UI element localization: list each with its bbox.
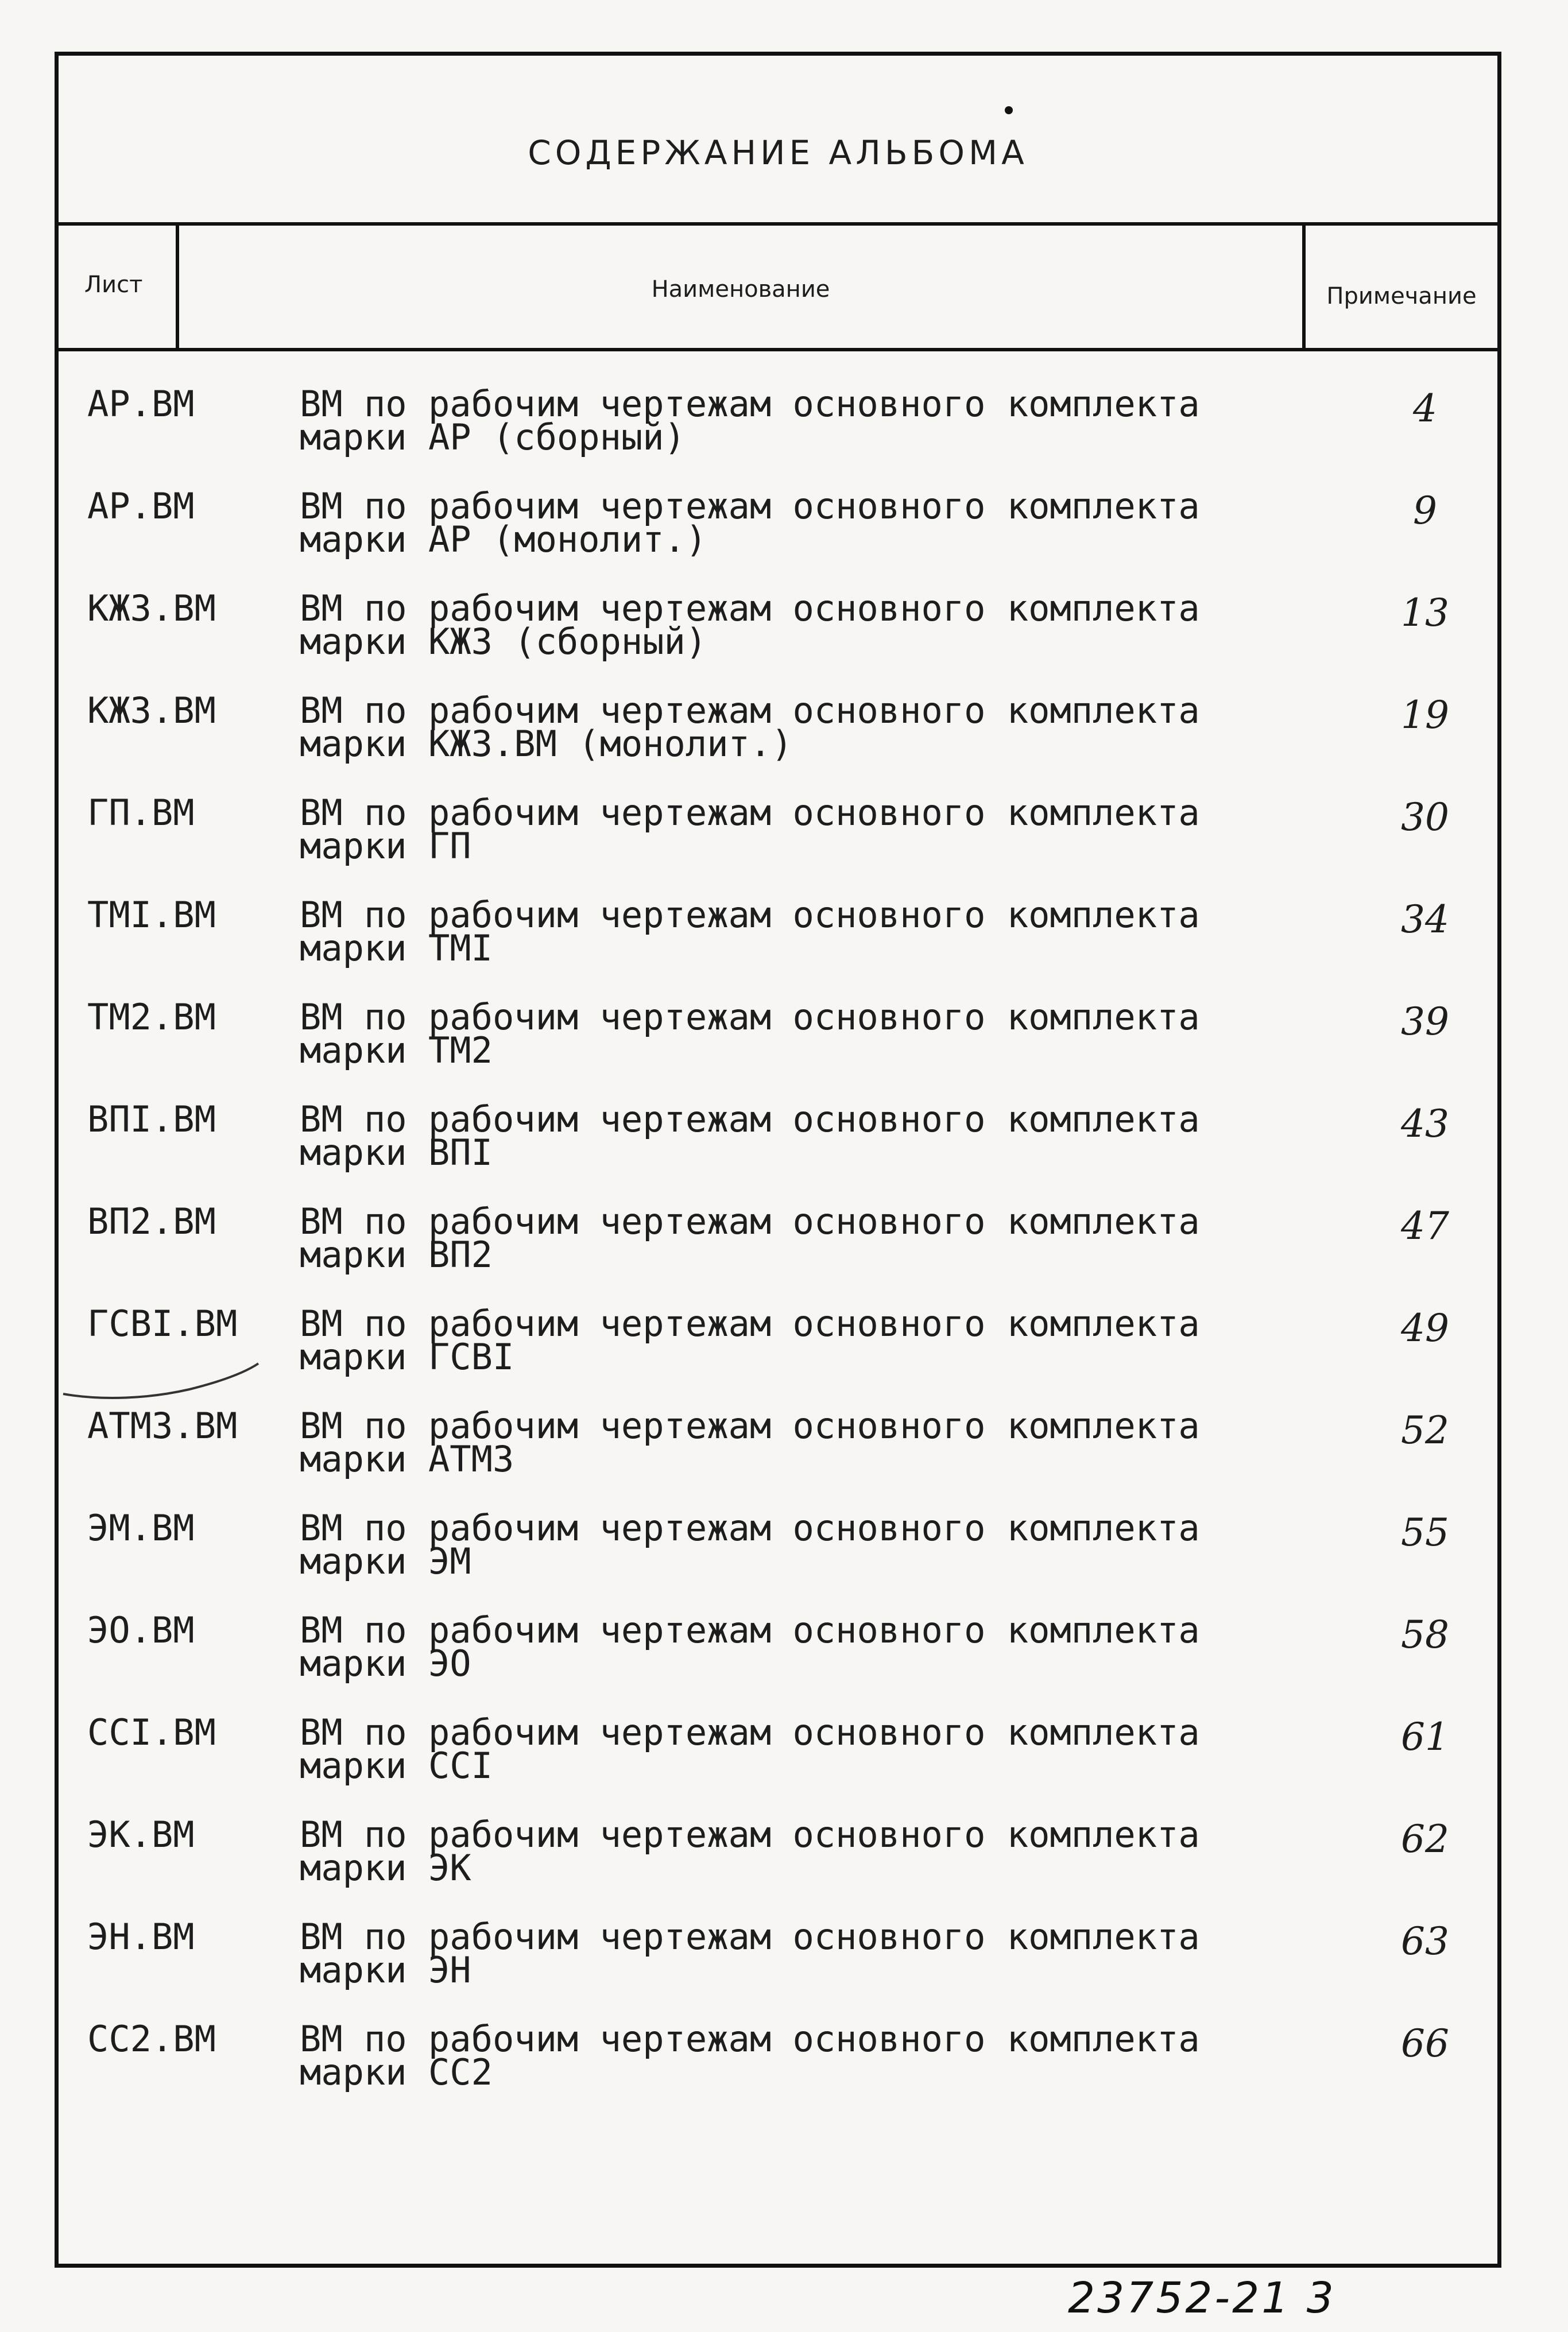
table-row	[59, 1291, 1497, 1393]
column-header-sheet-label: Лист	[84, 272, 143, 298]
table-row	[59, 882, 1497, 985]
row-title	[300, 383, 1247, 458]
row-title-line-1: ВМ по рабочим чертежам основного комплекта	[300, 485, 1200, 527]
table-row	[59, 1496, 1497, 1598]
row-title-line-2: марки ТМI	[300, 927, 493, 969]
row-title-line-1: ВМ по рабочим чертежам основного комплекта	[300, 1200, 1200, 1242]
table-header	[59, 222, 1497, 351]
row-title	[300, 2018, 1247, 2093]
row-page-note: 19	[1401, 693, 1449, 737]
row-sheet-code: ССI.ВМ	[87, 1711, 216, 1753]
column-header-name-label: Наименование	[651, 276, 830, 303]
row-page-note: 9	[1413, 489, 1437, 533]
row-page-note: 13	[1401, 591, 1449, 635]
row-title	[300, 996, 1247, 1071]
column-header-note-label: Примечание	[1326, 283, 1477, 309]
ink-dot	[1005, 106, 1013, 114]
column-header-sheet	[59, 226, 179, 348]
row-title	[300, 587, 1247, 663]
row-sheet-code: ТМI.ВМ	[87, 894, 216, 936]
row-title-line-2: марки ЭМ	[300, 1540, 471, 1582]
row-title-line-2: марки АР (монолит.)	[300, 518, 707, 560]
column-header-name	[179, 226, 1306, 348]
row-title-line-2: марки ЭО	[300, 1643, 471, 1684]
row-title-line-1: ВМ по рабочим чертежам основного комплекта	[300, 1814, 1200, 1855]
row-title	[300, 1405, 1247, 1480]
row-page-note: 52	[1401, 1408, 1449, 1452]
row-sheet-code: ТМ2.ВМ	[87, 996, 216, 1038]
row-title-line-1: ВМ по рабочим чертежам основного комплекта	[300, 689, 1200, 731]
row-title	[300, 689, 1247, 765]
row-title	[300, 894, 1247, 969]
row-title-line-2: марки ВПI	[300, 1132, 493, 1173]
row-sheet-code: СС2.ВМ	[87, 2018, 216, 2060]
row-title-line-2: марки КЖЗ (сборный)	[300, 621, 707, 663]
row-title-line-2: марки ЭК	[300, 1847, 471, 1889]
table-row	[59, 1802, 1497, 1904]
row-page-note: 39	[1401, 1000, 1449, 1044]
row-title	[300, 1200, 1247, 1276]
row-title-line-1: ВМ по рабочим чертежам основного комплекта	[300, 383, 1200, 425]
row-page-note: 66	[1401, 2021, 1449, 2066]
row-page-note: 4	[1413, 386, 1437, 431]
row-title	[300, 1711, 1247, 1787]
document-number-stamp: 23752-21 3	[1068, 2273, 1336, 2323]
row-page-note: 43	[1401, 1102, 1449, 1146]
table-row	[59, 1904, 1497, 2006]
row-sheet-code: ЭО.ВМ	[87, 1609, 195, 1651]
row-sheet-code: ЭК.ВМ	[87, 1814, 195, 1855]
row-title-line-2: марки ГСВI	[300, 1336, 514, 1378]
row-title-line-1: ВМ по рабочим чертежам основного комплекта	[300, 1098, 1200, 1140]
row-title-line-2: марки ВП2	[300, 1234, 493, 1276]
row-page-note: 55	[1401, 1510, 1449, 1555]
row-title-line-1: ВМ по рабочим чертежам основного комплекта	[300, 1303, 1200, 1345]
row-title-line-1: ВМ по рабочим чертежам основного комплекта	[300, 587, 1200, 629]
row-title	[300, 1507, 1247, 1582]
table-row	[59, 1598, 1497, 1700]
row-page-note: 47	[1401, 1204, 1449, 1248]
page-title: СОДЕРЖАНИЕ АЛЬБОМА	[528, 133, 1028, 172]
contents-table-body	[59, 371, 1497, 2109]
row-sheet-code: ГП.ВМ	[87, 792, 195, 834]
row-title-line-1: ВМ по рабочим чертежам основного комплекта	[300, 894, 1200, 936]
row-title	[300, 485, 1247, 560]
row-title-line-2: марки ЭН	[300, 1949, 471, 1991]
table-row	[59, 474, 1497, 576]
row-title-line-1: ВМ по рабочим чертежам основного комплекта	[300, 1711, 1200, 1753]
row-page-note: 49	[1401, 1306, 1449, 1350]
table-row	[59, 1393, 1497, 1496]
row-sheet-code: АР.ВМ	[87, 383, 195, 425]
table-row	[59, 985, 1497, 1087]
row-sheet-code: АТМЗ.ВМ	[87, 1405, 238, 1447]
table-row	[59, 1189, 1497, 1291]
table-row	[59, 678, 1497, 780]
row-title-line-1: ВМ по рабочим чертежам основного комплекта	[300, 1916, 1200, 1958]
row-sheet-code: АР.ВМ	[87, 485, 195, 527]
row-title-line-2: марки СС2	[300, 2051, 493, 2093]
row-page-note: 63	[1401, 1919, 1449, 1963]
row-title	[300, 1609, 1247, 1684]
row-title-line-1: ВМ по рабочим чертежам основного комплекта	[300, 2018, 1200, 2060]
row-title	[300, 1303, 1247, 1378]
row-title-line-2: марки ССI	[300, 1745, 493, 1787]
row-title	[300, 792, 1247, 867]
row-sheet-code: ВП2.ВМ	[87, 1200, 216, 1242]
row-sheet-code: КЖЗ.ВМ	[87, 587, 216, 629]
row-title-line-1: ВМ по рабочим чертежам основного комплекта	[300, 1405, 1200, 1447]
row-sheet-code: ВПI.ВМ	[87, 1098, 216, 1140]
row-title-line-1: ВМ по рабочим чертежам основного комплекта	[300, 792, 1200, 834]
row-title-line-1: ВМ по рабочим чертежам основного комплекта	[300, 1507, 1200, 1549]
album-sheet	[55, 52, 1501, 2268]
row-sheet-code: КЖЗ.ВМ	[87, 689, 216, 731]
row-sheet-code: ЭМ.ВМ	[87, 1507, 195, 1549]
column-header-note	[1306, 226, 1497, 348]
table-row	[59, 576, 1497, 678]
row-sheet-code: ЭН.ВМ	[87, 1916, 195, 1958]
row-title-line-2: марки ГП	[300, 825, 471, 867]
table-row	[59, 2006, 1497, 2109]
row-title-line-2: марки ТМ2	[300, 1029, 493, 1071]
row-title-line-1: ВМ по рабочим чертежам основного комплекта	[300, 996, 1200, 1038]
row-title-line-2: марки АТМЗ	[300, 1438, 514, 1480]
table-row	[59, 1700, 1497, 1802]
table-row	[59, 371, 1497, 474]
table-row	[59, 1087, 1497, 1189]
row-page-note: 61	[1401, 1715, 1449, 1759]
row-sheet-code: ГСВI.ВМ	[87, 1303, 238, 1345]
row-page-note: 34	[1401, 897, 1449, 942]
row-title	[300, 1916, 1247, 1991]
row-title-line-2: марки КЖЗ.ВМ (монолит.)	[300, 723, 793, 765]
row-title	[300, 1814, 1247, 1889]
row-page-note: 58	[1401, 1613, 1449, 1657]
row-title-line-1: ВМ по рабочим чертежам основного комплекта	[300, 1609, 1200, 1651]
row-page-note: 30	[1401, 795, 1449, 839]
row-title-line-2: марки АР (сборный)	[300, 416, 686, 458]
table-row	[59, 780, 1497, 882]
row-title	[300, 1098, 1247, 1173]
row-page-note: 62	[1401, 1817, 1449, 1861]
